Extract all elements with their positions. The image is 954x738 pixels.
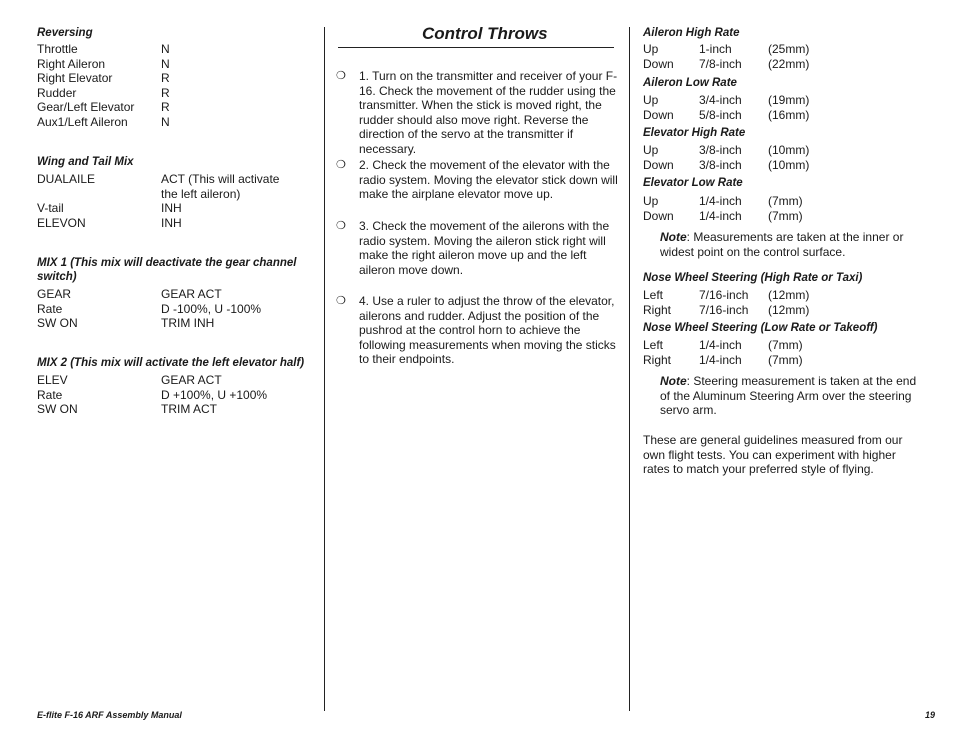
step-item: [338, 158, 628, 202]
table-row: Right 7/16-inch (12mm): [643, 302, 810, 317]
table-row: Rate D -100%, U -100%: [37, 301, 262, 316]
table-row: Down 1/4-inch (7mm): [643, 208, 803, 223]
mix1-table: [37, 287, 261, 331]
reversing-table: [37, 42, 170, 129]
aileron-high-heading: Aileron High Rate: [643, 27, 740, 39]
table-row: Left 7/16-inch (12mm): [643, 288, 810, 302]
table-row: Up 1/4-inch (7mm): [643, 194, 803, 208]
aileron-low-table: [643, 93, 809, 122]
table-row: Right Elevator R: [37, 71, 170, 85]
table-row: Gear/Left Elevator R: [37, 100, 170, 114]
table-row: ELEV GEAR ACT: [37, 373, 222, 387]
table-row: Rudder R: [37, 85, 170, 100]
elevator-low-table: [643, 194, 803, 223]
closing-paragraph: These are general guidelines measured from our own flight tests. You can experiment with higher rates to match your preferred style of flying.: [643, 433, 903, 476]
nose-high-heading: Nose Wheel Steering (High Rate or Taxi): [643, 272, 863, 284]
reversing-heading: Reversing: [37, 27, 93, 39]
mix2-heading: MIX 2 (This mix will activate the left elevator half): [37, 357, 305, 369]
step-item: [338, 219, 628, 277]
table-row: GEAR GEAR ACT: [37, 287, 222, 301]
circle-bullet-icon: ❍: [336, 70, 346, 82]
table-row: Down 3/8-inch (10mm): [643, 157, 810, 172]
table-row: ELEVON INH: [37, 215, 182, 230]
table-row: DUALAILE ACT (This will activate the left aileron): [37, 172, 280, 201]
wing-tail-mix-heading: Wing and Tail Mix: [37, 156, 134, 168]
table-row: Rate D +100%, U +100%: [37, 387, 268, 402]
table-row: Down 5/8-inch (16mm): [643, 107, 810, 122]
page-number: 19: [925, 710, 936, 720]
step-item: [338, 294, 628, 367]
elevator-high-table: [643, 143, 809, 172]
measurement-note: [660, 230, 918, 259]
circle-bullet-icon: ❍: [336, 159, 346, 171]
aileron-high-table: [643, 42, 809, 71]
table-row: SW ON TRIM INH: [37, 316, 215, 330]
note-label: Note: [660, 374, 687, 388]
step-text: 1. Turn on the transmitter and receiver of your F-16. Check the movement of the rudder using the transmitter. When the stick is moved right, the rudder should also move right. Reverse the direction of the servo at the transmitter if necessary.: [359, 69, 618, 156]
column-divider: [629, 27, 630, 711]
table-row: Right 1/4-inch (7mm): [643, 352, 803, 367]
column-divider: [324, 27, 325, 711]
elevator-high-heading: Elevator High Rate: [643, 127, 746, 139]
table-row: Up 1-inch (25mm): [643, 42, 810, 56]
note-text: : Steering measurement is taken at the end of the Aluminum Steering Arm over the steering servo arm.: [660, 374, 917, 417]
table-row: Throttle N: [37, 42, 170, 56]
footer-manual-title: E-flite F-16 ARF Assembly Manual: [37, 710, 182, 720]
step-text: 2. Check the movement of the elevator with the radio system. Moving the elevator stick down will make the airplane elevator move up.: [359, 158, 618, 201]
nose-high-table: [643, 288, 809, 317]
table-row: Up 3/8-inch (10mm): [643, 143, 810, 157]
table-row: Up 3/4-inch (19mm): [643, 93, 810, 107]
aileron-low-heading: Aileron Low Rate: [643, 77, 737, 89]
note-label: Note: [660, 230, 687, 244]
circle-bullet-icon: ❍: [336, 220, 346, 232]
nose-low-heading: Nose Wheel Steering (Low Rate or Takeoff): [643, 322, 878, 334]
wing-tail-mix-table: [37, 172, 279, 230]
nose-low-table: [643, 338, 803, 367]
step-item: [338, 69, 628, 156]
step-text: 3. Check the movement of the ailerons with the radio system. Moving the aileron stick right will make the right aileron move up and the left aileron move down.: [359, 219, 610, 277]
table-row: V-tail INH: [37, 201, 182, 215]
step-text: 4. Use a ruler to adjust the throw of the elevator, ailerons and rudder. Adjust the position of the pushrod at the control horn to achieve the following measurements when moving the sticks to their endpoints.: [359, 294, 616, 366]
circle-bullet-icon: ❍: [336, 295, 346, 307]
page-title: Control Throws: [422, 24, 548, 43]
steering-note: [660, 374, 918, 418]
mix2-table: [37, 373, 267, 417]
title-underline: [338, 47, 614, 48]
elevator-low-heading: Elevator Low Rate: [643, 177, 743, 189]
table-row: SW ON TRIM ACT: [37, 402, 217, 416]
table-row: Left 1/4-inch (7mm): [643, 338, 803, 352]
mix1-heading: MIX 1 (This mix will deactivate the gear channel switch): [37, 257, 297, 283]
table-row: Aux1/Left Aileron N: [37, 114, 170, 129]
table-row: Down 7/8-inch (22mm): [643, 56, 810, 71]
note-text: : Measurements are taken at the inner or widest point on the control surface.: [660, 230, 904, 259]
table-row: Right Aileron N: [37, 56, 170, 71]
